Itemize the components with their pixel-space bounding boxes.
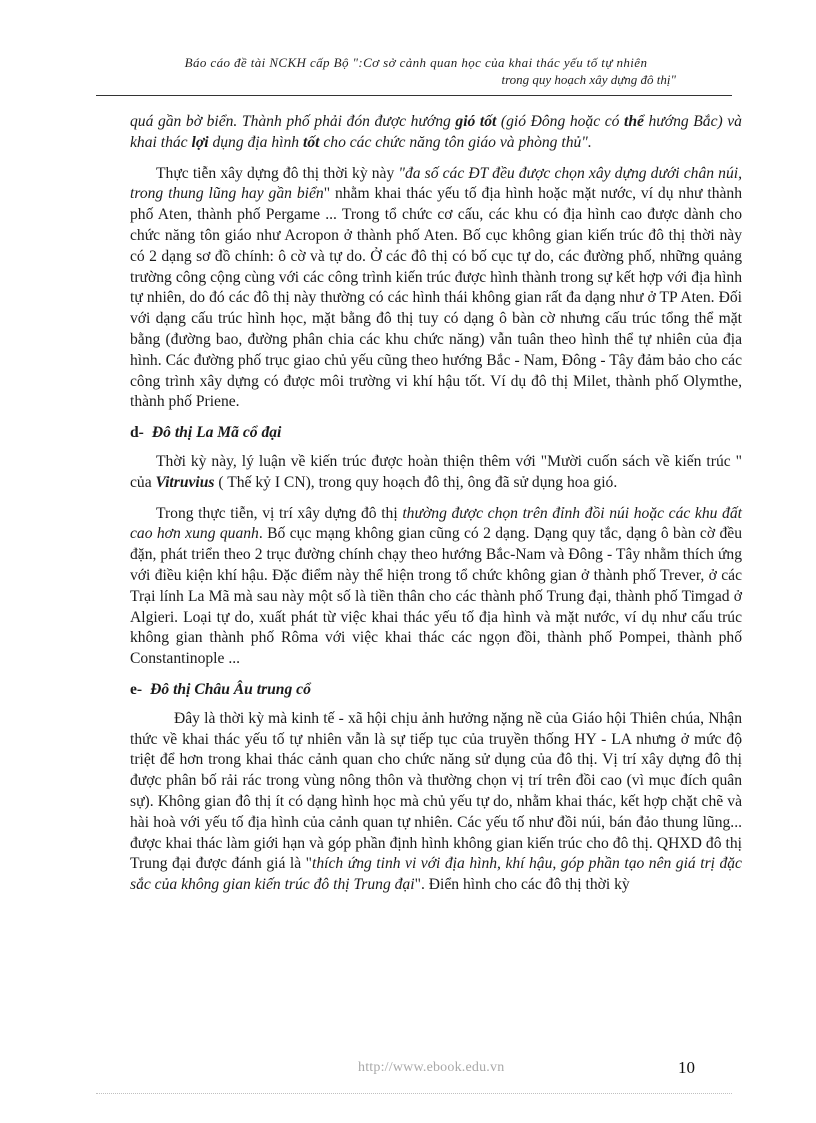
- text-run: Đây là thời kỳ mà kinh tế - xã hội chịu ảnh hưởng nặng nề của Giáo hội Thiên chúa, Nhận thức về khai thác yếu tố tự nhiên vẫn là sự tiếp tục của truyền thống HY - LA nhưng ở mức độ triệt để hơn trong khai thác cảnh quan cho chức năng sử dụng của đô thị. Vị trí xây dựng đô thị được phân bố rải rác trong vùng nông thôn và thường chọn vị trí trên đồi cao (vì mục đích quân sự). Không gian đô thị ít có dạng hình học mà chủ yếu tự do, nhằm khai thác, kết hợp chặt chẽ và hài hoà với yếu tố địa hình của cảnh quan tự nhiên. Các yếu tố như đồi núi, bán đảo thung lũng... được khai thác làm giới hạn và góp phần định hình không gian kiến trúc cho đô thị. QHXD đô thị Trung đại được đánh giá là ": [130, 709, 742, 873]
- text-run-bold: tốt: [302, 133, 320, 151]
- text-run: ". Điển hình cho các đô thị thời kỳ: [414, 876, 630, 894]
- header-line-1: Báo cáo đề tài NCKH cấp Bộ ":Cơ sở cảnh quan học của khai thác yếu tố tự nhiên: [184, 55, 648, 70]
- paragraph-continuation: [130, 112, 742, 154]
- text-run: Trong thực tiễn, vị trí xây dựng đô thị: [156, 504, 403, 522]
- text-run: Thời kỳ này, lý luận về kiến trúc được hoàn thiện thêm với "Mười cuốn sách về kiến trúc " của: [130, 452, 742, 491]
- paragraph-vitruvius: [130, 452, 742, 494]
- section-title: Đô thị La Mã cổ đại: [151, 424, 282, 442]
- paragraph-medieval: [130, 709, 742, 896]
- text-run-bold: thể: [623, 113, 644, 130]
- text-run-italic: thường được chọn trên đỉnh đồi núi hoặc các khu đất cao hơn xung quanh: [130, 504, 742, 543]
- paragraph-greek-cities: [130, 164, 742, 414]
- text-run: ( Thế kỷ I CN), trong quy hoạch đô thị, ông đã sử dụng hoa gió.: [214, 473, 618, 491]
- header-rule: [96, 95, 732, 96]
- text-run: dụng địa hình: [208, 133, 303, 151]
- text-run: Thực tiễn xây dựng đô thị thời kỳ này: [156, 164, 399, 182]
- text-run: hướng Bắc) và khai thác: [130, 113, 742, 151]
- section-marker: d-: [130, 424, 144, 442]
- page-number: 10: [678, 1058, 695, 1077]
- body-text: [130, 112, 742, 906]
- footer-url: http://www.ebook.edu.vn: [358, 1060, 505, 1075]
- text-run: (gió Đông hoặc có: [496, 113, 624, 130]
- paragraph-roman-practice: [130, 504, 742, 670]
- section-heading-e: [130, 680, 742, 701]
- header-line-2: trong quy hoạch xây dựng đô thị": [501, 72, 676, 87]
- section-heading-d: [130, 423, 742, 444]
- text-run-bold: gió tốt: [455, 113, 497, 130]
- text-run-italic: "đa số các ĐT đều được chọn xây dựng dưới chân núi, trong thung lũng hay gần biển: [130, 164, 742, 203]
- text-run: . Bố cục mạng không gian cũng có 2 dạng. Dạng quy tắc, dạng ô bàn cờ đều đặn, phát triển theo 2 trục đường chính chạy theo hướng Bắc-Nam và Đông - Tây nhằm thích ứng với điều kiện khí hậu. Đặc điểm này thể hiện trong tổ chức không gian ở thành phố Trever, ở các Trại lính La Mã mà sau này một số là tiền thân cho các thành phố Trung đại, thành phố Timgad ở Algieri. Loại tự do, xuất phát từ việc khai thác yếu tố địa hình và mặt nước, ví dụ như cấu trúc không gian thành phố Rôma với việc khai thác các ngọn đồi, thành phố Pompei, thành phố Constantinople ...: [130, 525, 742, 668]
- text-run-bold-italic: Vitruvius: [155, 473, 215, 491]
- text-run: " nhằm khai thác yếu tố địa hình hoặc mặt nước, ví dụ như thành phố Aten, thành phố Pergame ... Trong tổ chức cơ cấu, các khu có địa hình cao được dành cho chức năng tôn giáo như Acropon ở thành phố Aten. Bố cục không gian kiến trúc đô thị thời này có 2 dạng sơ đồ chính: ô cờ và tự do. Ở các đô thị có bố cục tự do, các đường phố, những quảng trường công cộng cùng với các công trình kiến trúc được hình thành trong sự kết hợp với địa hình tự nhiên, do đó các đô thị này thường có các hình thái không gian rất đa dạng như ở TP Aten. Đối với dạng cấu trúc hình học, mặt bằng đô thị tuy có dạng ô bàn cờ nhưng cấu trúc tổng thể mặt bằng (đường bao, đường phân chia các khu chức năng) vẫn tuân theo hình thể tự nhiên của địa hình. Các đường phố trục giao chủ yếu cũng theo hướng Bắc - Nam, Đông - Tây đảm bảo cho các công trình xây dựng có được môi trường vi khí hậu tốt. Ví dụ đô thị Milet, thành phố Olymthe, thành phố Priene.: [130, 185, 743, 411]
- text-run-bold: lợi: [191, 133, 209, 151]
- running-header: [96, 54, 736, 88]
- text-run: cho các chức năng tôn giáo và phòng thủ".: [319, 133, 592, 151]
- text-run-italic: thích ứng tinh vi với địa hình, khí hậu, góp phần tạo nên giá trị đặc sắc của không gian kiến trúc đô thị Trung đại: [130, 855, 742, 894]
- section-title: Đô thị Châu Âu trung cổ: [150, 680, 311, 698]
- section-marker: e-: [130, 680, 143, 698]
- text-run: quá gần bờ biển. Thành phố phải đón được hướng: [130, 113, 456, 130]
- footer-rule: [96, 1093, 732, 1094]
